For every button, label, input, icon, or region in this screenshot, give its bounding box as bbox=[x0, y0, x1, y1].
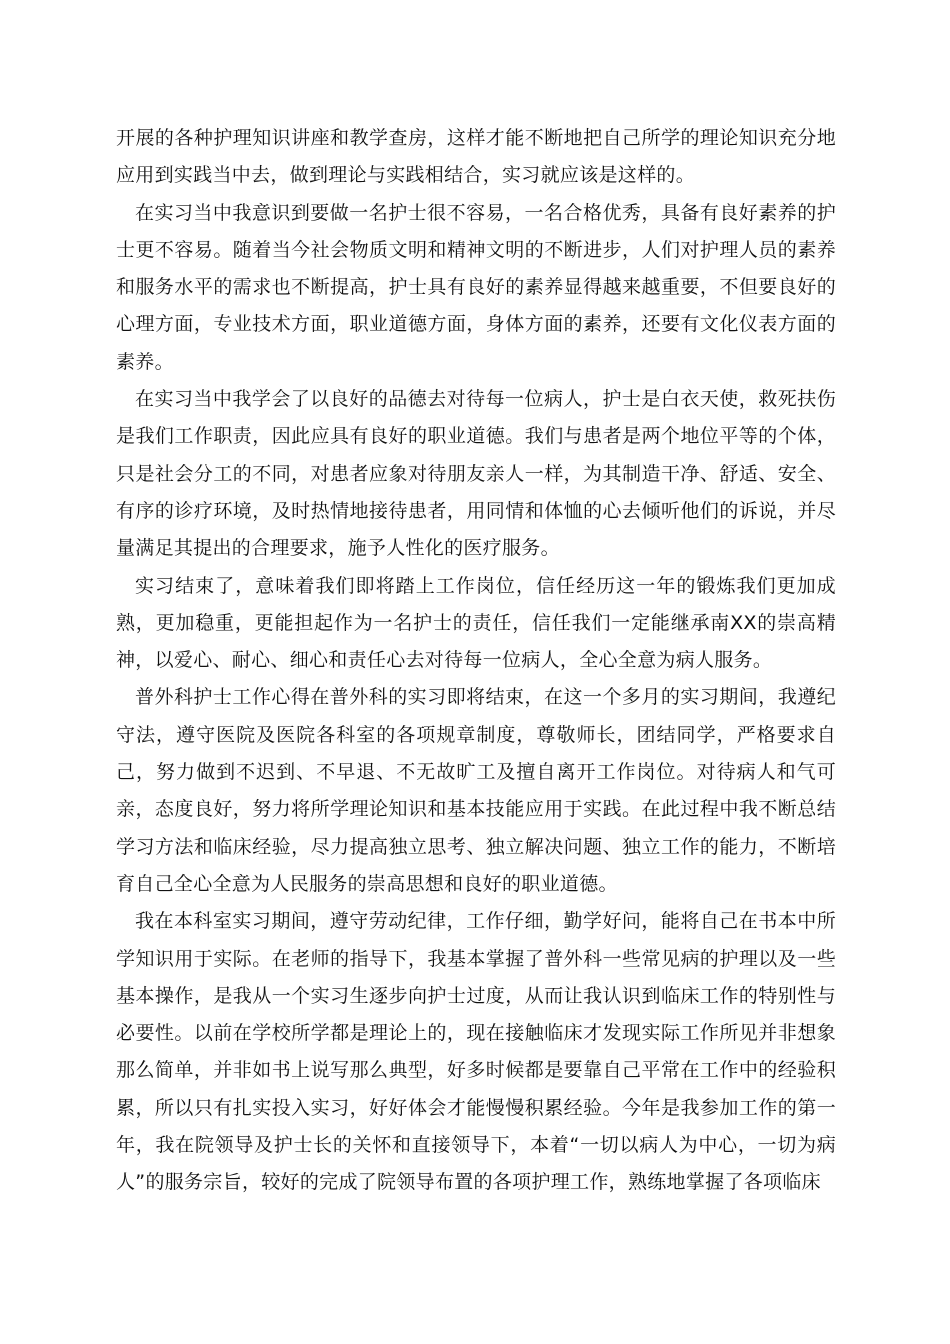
paragraph-3: 在实习当中我学会了以良好的品德去对待每一位病人，护士是白衣天使，救死扶伤是我们工作职责，因此应具有良好的职业道德。我们与患者是两个地位平等的个体，只是社会分工的不同，对患者应象对待朋友亲人一样，为其制造干净、舒适、安全、有序的诊疗环境，及时热情地接待患者，用同情和体恤的心去倾听他们的诉说，并尽量满足其提出的合理要求，施予人性化的医疗服务。 bbox=[116, 388, 836, 560]
paragraph-2: 在实习当中我意识到要做一名护士很不容易，一名合格优秀，具备有良好素养的护士更不容易。随着当今社会物质文明和精神文明的不断进步，人们对护理人员的素养和服务水平的需求也不断提高，护士具有良好的素养显得越来越重要，不但要良好的心理方面，专业技术方面，职业道德方面，身体方面的素养，还要有文化仪表方面的素养。 bbox=[116, 201, 836, 373]
paragraph-4: 实习结束了，意味着我们即将踏上工作岗位，信任经历这一年的锻炼我们更加成熟，更加稳重，更能担起作为一名护士的责任，信任我们一定能继承南XX的崇高精神，以爱心、耐心、细心和责任心去对待每一位病人，全心全意为病人服务。 bbox=[116, 574, 836, 672]
paragraph-1: 开展的各种护理知识讲座和教学查房，这样才能不断地把自己所学的理论知识充分地应用到实践当中去，做到理论与实践相结合，实习就应该是这样的。 bbox=[116, 127, 836, 187]
document-body bbox=[116, 120, 836, 1202]
paragraph-5: 普外科护士工作心得在普外科的实习即将结束，在这一个多月的实习期间，我遵纪守法，遵守医院及医院各科室的各项规章制度，尊敬师长，团结同学，严格要求自己，努力做到不迟到、不早退、不无故旷工及擅自离开工作岗位。对待病人和气可亲，态度良好，努力将所学理论知识和基本技能应用于实践。在此过程中我不断总结学习方法和临床经验，尽力提高独立思考、独立解决问题、独立工作的能力，不断培育自己全心全意为人民服务的崇高思想和良好的职业道德。 bbox=[116, 686, 836, 895]
paragraph-6: 我在本科室实习期间，遵守劳动纪律，工作仔细，勤学好问，能将自己在书本中所学知识用于实际。在老师的指导下，我基本掌握了普外科一些常见病的护理以及一些基本操作，是我从一个实习生逐步向护士过度，从而让我认识到临床工作的特别性与必要性。以前在学校所学都是理论上的，现在接触临床才发现实际工作所见并非想象那么简单，并非如书上说写那么典型，好多时候都是要靠自己平常在工作中的经验积累，所以只有扎实投入实习，好好体会才能慢慢积累经验。今年是我参加工作的第一年，我在院领导及护士长的关怀和直接领导下，本着“一切以病人为中心，一切为病人”的服务宗旨，较好的完成了院领导布置的各项护理工作，熟练地掌握了各项临床 bbox=[116, 910, 836, 1194]
